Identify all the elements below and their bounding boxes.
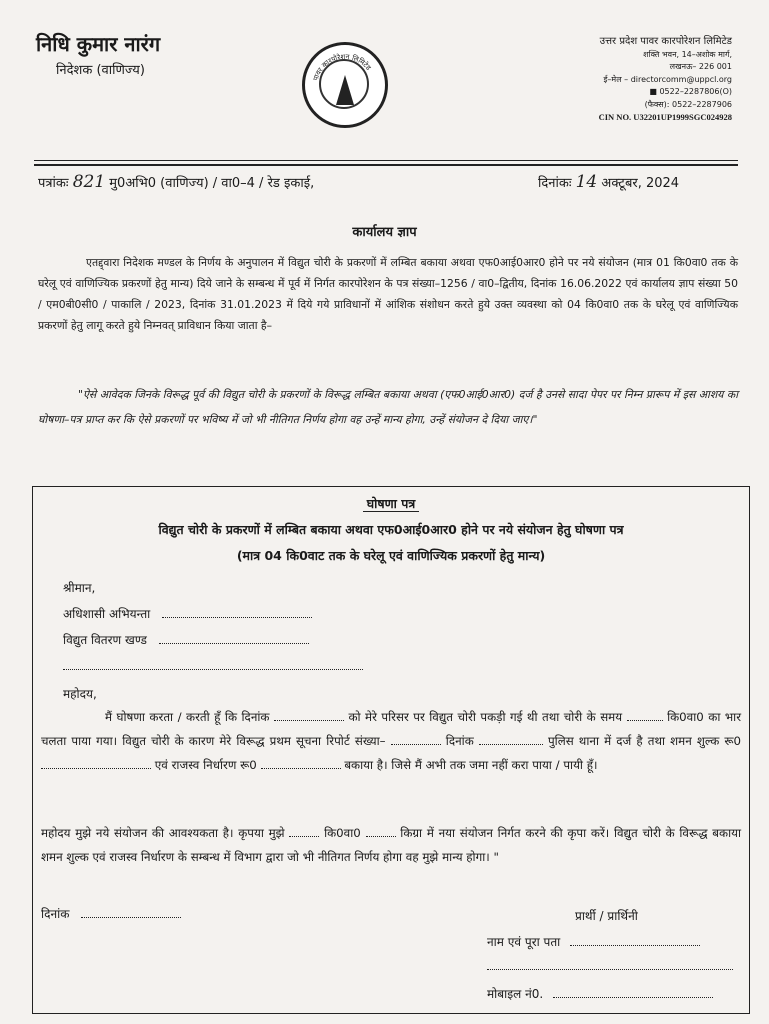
reference-prefix: पत्रांकः (38, 176, 69, 191)
declaration-paragraph-1: मैं घोषणा करता / करती हूँ कि दिनांक को मेरे परिसर पर विद्युत चोरी पकड़ी गई थी तथा चोरी के समय कि0वा0 का भार चलता पाया गया। विद्युत चोरी के कारण मेरे विरूद्ध प्रथम सूचना रिपोर्ट संख्या– दिनांक पुलिस थाना में दर्ज है तथा शमन शुल्क रू0 एवं राजस्व निर्धारण रू0 बकाया है। जिसे मैं अभी तक जमा नहीं करा पाया / पायी हूँ। (41, 710, 742, 772)
name-address-blank[interactable] (570, 933, 700, 946)
company-city: लखनऊ– 226 001 (669, 62, 732, 71)
compounding-fee-blank[interactable] (41, 756, 151, 769)
address-blank-2[interactable] (487, 969, 733, 970)
tower-icon (336, 75, 354, 105)
fir-number-blank[interactable] (391, 732, 441, 745)
declaration-subtitle: विद्युत चोरी के प्रकरणों में लम्बित बकाया अथवा एफ0आई0आर0 होने पर नये संयोजन हेतु घोषणा पत्र (158, 522, 624, 537)
date-rest: अक्टूबर, 2024 (601, 176, 680, 191)
declaration-title: घोषणा पत्र (33, 495, 749, 512)
letterhead-company (508, 36, 732, 124)
memo-quote: "ऐसे आवेदक जिनके विरूद्ध पूर्व की विद्युत चोरी के प्रकरणों के विरूद्ध लम्बित बकाया अथवा (एफ0आई0आर0) दर्ज है उनसे सादा पेपर पर निम्न प्रारूप में इस आशय का घोषणा–पत्र प्राप्त कर कि ऐसे प्रकरणों पर भविष्य में जो भी नीतिगत निर्णय होगा वह उन्हें मान्य होगा, उन्हें संयोजन दे दिया जाए।" (38, 388, 738, 426)
declaration-date-line: दिनांक (41, 905, 181, 922)
letter-reference (38, 172, 314, 192)
salutation: श्रीमान, (63, 581, 96, 595)
company-fax: (फैक्स): 0522–2287906 (644, 99, 732, 109)
load-blank[interactable] (627, 708, 663, 721)
mobile-blank[interactable] (553, 985, 713, 998)
company-seal-logo (302, 42, 388, 128)
letterhead-sender (36, 30, 160, 78)
letter-date (538, 172, 679, 192)
company-phone: ■ 0522–2287806(O) (649, 87, 732, 96)
theft-date-blank[interactable] (274, 708, 344, 721)
sender-designation: निदेशक (वाणिज्य) (56, 63, 145, 78)
declaration-paragraph-2: महोदय मुझे नये संयोजन की आवश्यकता है। कृपया मुझे कि0वा0 किग्रा में नया संयोजन निर्गत करने की कृपा करें। विद्युत चोरी के विरूद्ध बकाया शमन शुल्क एवं राजस्व निर्धारण के सम्बन्ध में विभाग द्वारा जो भी नीतिगत निर्णय होगा वह मुझे मान्य होगा। " (41, 826, 742, 864)
seal-label: पावर कारपोरेशन लिमिटेड (311, 52, 373, 82)
requested-load-blank[interactable] (289, 824, 319, 837)
fir-date-blank[interactable] (479, 732, 543, 745)
sender-name: निधि कुमार नारंग (36, 32, 161, 56)
date-label: दिनांकः (538, 176, 572, 191)
addressee-blank-3[interactable] (63, 669, 363, 670)
greeting: महोदय, (63, 687, 97, 701)
addressee-blank-1[interactable] (162, 605, 312, 618)
office-memo-title: कार्यालय ज्ञाप (352, 225, 417, 240)
header-divider (34, 160, 738, 161)
phone-icon: ■ (649, 87, 660, 96)
date-day: 14 (575, 172, 598, 192)
company-email: ई–मेल – directorcomm@uppcl.org (603, 74, 732, 84)
declaration-form (32, 486, 750, 1014)
load-detail-blank[interactable] (366, 824, 396, 837)
company-name: उत्तर प्रदेश पावर कारपोरेशन लिमिटेड (599, 36, 732, 47)
name-address-line: नाम एवं पूरा पता (487, 933, 700, 950)
memo-paragraph: एतद्द्वारा निदेशक मण्डल के निर्णय के अनुपालन में विद्युत चोरी के प्रकरणों में लम्बित बकाया अथवा एफ0आई0आर0 होने पर नये संयोजन (मात्र 01 कि0वा0 तक के घरेलू एवं वाणिज्यिक प्रकरणों हेतु मान्य) दिये जाने के सम्बन्ध में पूर्व में निर्गत कारपोरेशन के पत्र संख्या–1256 / वा0–द्वितीय, दिनांक 16.06.2022 एवं कार्यालय ज्ञाप संख्या 50 / एम0बी0सी0 / पाकालि / 2023, दिनांक 31.01.2023 में दिये गये प्राविधानों में आंशिक संशोधन करते हुये उक्त व्यवस्था को 04 कि0वा0 तक के घरेलू एवं वाणिज्यिक प्रकरणों हेतु लागू करते हुये निम्नवत् प्राविधान किया जाता है– (38, 256, 738, 332)
reference-number: 821 (72, 172, 106, 192)
header-divider-thick (34, 164, 738, 166)
addressee-blank-2[interactable] (159, 631, 309, 644)
applicant-label: प्रार्थी / प्रार्थिनी (575, 909, 638, 923)
declaration-validity-note: (मात्र 04 कि0वाट तक के घरेलू एवं वाणिज्यिक प्रकरणों हेतु मान्य) (236, 548, 546, 563)
addressee-line-1: अधिशासी अभियन्ता (63, 605, 312, 622)
reference-body: मु0अभि0 (वाणिज्य) / वा0–4 / रेड इकाई, (109, 176, 315, 191)
addressee-line-2: विद्युत वितरण खण्ड (63, 631, 309, 648)
company-address: शक्ति भवन, 14–अशोक मार्ग, (643, 49, 732, 59)
mobile-line: मोबाइल नं0. (487, 985, 713, 1002)
assessment-amount-blank[interactable] (261, 756, 341, 769)
declaration-date-blank[interactable] (81, 905, 181, 918)
company-cin: CIN NO. U32201UP1999SGC024928 (598, 112, 732, 122)
